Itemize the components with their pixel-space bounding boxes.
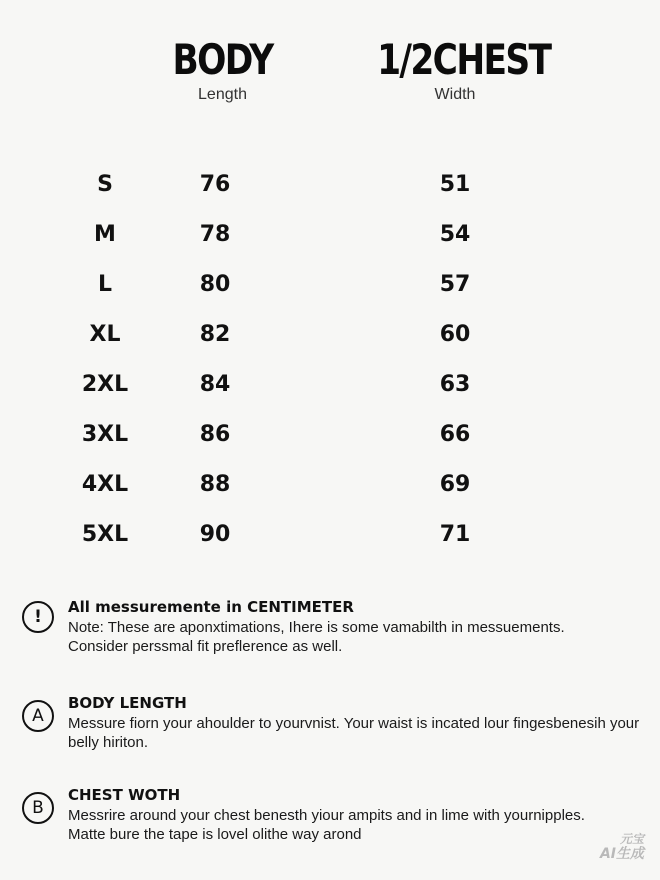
body-header-subtitle: Length: [198, 86, 247, 103]
instruction-title: BODY LENGTH: [68, 694, 187, 712]
chest-width-value: 60: [439, 322, 471, 347]
table-row: [0, 360, 660, 410]
body-length-value: 76: [199, 172, 231, 197]
body-length-instruction: [22, 692, 652, 752]
body-length-value: 84: [199, 372, 231, 397]
letter-b-icon: B: [22, 792, 54, 824]
body-header-title: BODY: [172, 35, 273, 84]
instruction-text: [68, 806, 658, 844]
note-line: Consider perssmal fit preflerence as well.: [68, 638, 343, 655]
exclamation-icon: !: [22, 601, 54, 633]
note-title: All messuremente in CENTIMETER: [68, 598, 354, 616]
size-label: XL: [89, 322, 121, 347]
watermark-line: 元宝: [619, 832, 644, 846]
size-label: 5XL: [81, 522, 129, 547]
chest-width-instruction: [22, 784, 652, 844]
chest-header-subtitle: Width: [434, 86, 476, 103]
body-length-value: 78: [199, 222, 231, 247]
table-row: [0, 260, 660, 310]
body-length-value: 88: [199, 472, 231, 497]
chest-width-value: 69: [439, 472, 471, 497]
body-length-value: 86: [199, 422, 231, 447]
body-length-value: 80: [199, 272, 231, 297]
chest-width-value: 51: [439, 172, 471, 197]
table-row: [0, 460, 660, 510]
half-chest-header: [360, 36, 550, 104]
body-length-value: 82: [199, 322, 231, 347]
body-length-value: 90: [199, 522, 231, 547]
size-label: 2XL: [81, 372, 129, 397]
chest-width-value: 66: [439, 422, 471, 447]
instruction-line: Messure fiorn your ahoulder to yourvnist. Your waist is incated lour fingesbenesih your: [68, 715, 640, 732]
size-label: 4XL: [81, 472, 129, 497]
instruction-text: [68, 714, 658, 752]
ai-generated-watermark: [600, 832, 644, 862]
watermark-line: AI生成: [599, 846, 644, 862]
instruction-line: belly hiriton.: [68, 734, 149, 751]
body-length-header: [140, 36, 305, 104]
chest-header-title: 1/2CHEST: [377, 35, 551, 84]
table-row: [0, 410, 660, 460]
note-line: Note: These are aponxtimations, Ihere is some vamabilth in messuements.: [68, 619, 565, 636]
size-label: L: [97, 272, 113, 297]
size-label: 3XL: [81, 422, 129, 447]
size-label: S: [97, 172, 113, 197]
instruction-title: CHEST WOTH: [68, 786, 181, 804]
size-label: M: [94, 222, 116, 247]
letter-a-icon: A: [22, 700, 54, 732]
instruction-line: Messrire around your chest benesth yiour ampits and in lime with yournipples.: [68, 807, 585, 824]
chest-width-value: 63: [439, 372, 471, 397]
table-row: [0, 160, 660, 210]
chest-width-value: 57: [439, 272, 471, 297]
chest-width-value: 71: [439, 522, 471, 547]
chest-width-value: 54: [439, 222, 471, 247]
table-row: [0, 310, 660, 360]
table-row: [0, 510, 660, 560]
note-text: [68, 618, 658, 656]
measurement-note: [22, 598, 652, 658]
instruction-line: Matte bure the tape is lovel olithe way arond: [68, 826, 362, 843]
table-row: [0, 210, 660, 260]
